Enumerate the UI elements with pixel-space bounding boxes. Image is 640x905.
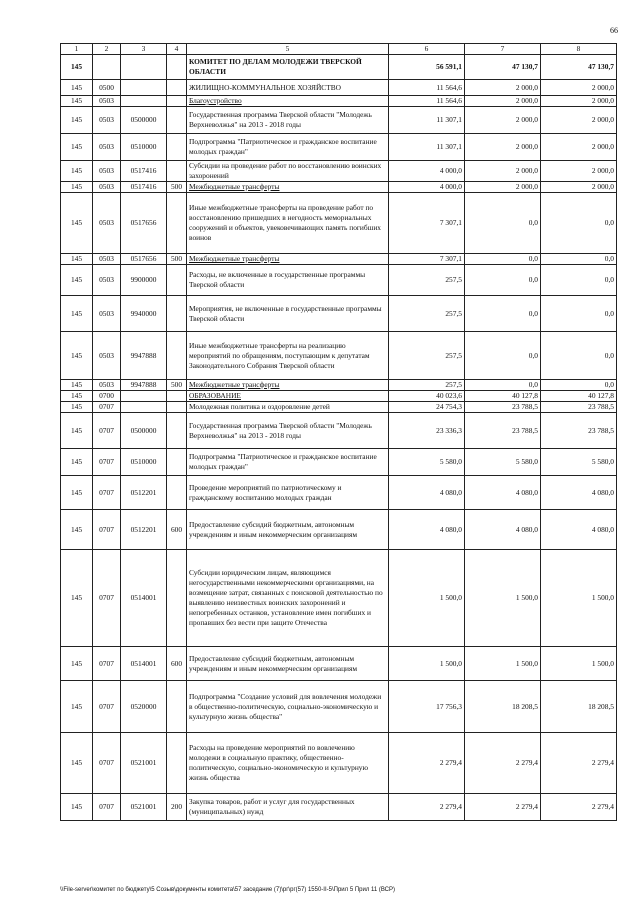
row-amount: 2 000,0	[465, 80, 541, 96]
row-description: Благоустройство	[187, 96, 389, 107]
row-code: 145	[61, 182, 93, 193]
row-amount: 0,0	[465, 193, 541, 254]
row-code: 0707	[93, 647, 121, 681]
row-code: 0500	[93, 80, 121, 96]
row-amount: 11 564,6	[389, 80, 465, 96]
row-code: 0503	[93, 193, 121, 254]
row-amount: 1 500,0	[541, 647, 617, 681]
row-description: Межбюджетные трансферты	[187, 182, 389, 193]
row-code: 0500000	[121, 413, 167, 449]
row-description: Государственная программа Тверской области "Молодежь Верхневолжья" на 2013 - 2018 годы	[187, 413, 389, 449]
row-amount: 0,0	[541, 332, 617, 380]
row-amount: 11 564,6	[389, 96, 465, 107]
row-code: 0500000	[121, 107, 167, 134]
row-amount: 257,5	[389, 296, 465, 332]
row-code: 9947888	[121, 380, 167, 391]
row-code: 145	[61, 681, 93, 733]
table-row	[61, 107, 617, 134]
row-code: 0517656	[121, 254, 167, 265]
column-number: 1	[61, 44, 93, 55]
row-code: 9900000	[121, 265, 167, 296]
page-number: 66	[610, 26, 618, 35]
row-amount: 2 279,4	[389, 733, 465, 794]
budget-table	[60, 43, 617, 821]
row-amount: 18 208,5	[541, 681, 617, 733]
row-code: 0503	[93, 161, 121, 182]
row-code	[121, 391, 167, 402]
row-code: 145	[61, 254, 93, 265]
row-description: Межбюджетные трансферты	[187, 254, 389, 265]
row-code: 145	[61, 733, 93, 794]
table-row	[61, 681, 617, 733]
table-row	[61, 510, 617, 550]
row-code: 145	[61, 476, 93, 510]
table-row	[61, 733, 617, 794]
row-amount: 0,0	[541, 193, 617, 254]
row-description: Иные межбюджетные трансферты на проведение работ по восстановлению пришедших в негодность мемориальных сооружений и объектов, увековечивающих память погибших воинов	[187, 193, 389, 254]
row-code: 145	[61, 510, 93, 550]
row-code	[167, 733, 187, 794]
row-amount: 2 000,0	[465, 107, 541, 134]
row-code	[167, 550, 187, 647]
row-amount: 24 754,3	[389, 402, 465, 413]
row-code: 0503	[93, 254, 121, 265]
row-description: Молодежная политика и оздоровление детей	[187, 402, 389, 413]
row-code: 0707	[93, 550, 121, 647]
row-code: 0503	[93, 107, 121, 134]
column-number: 6	[389, 44, 465, 55]
table-row	[61, 380, 617, 391]
row-code: 0707	[93, 681, 121, 733]
row-code: 0700	[93, 391, 121, 402]
row-description: Иные межбюджетные трансферты на реализацию мероприятий по обращениям, поступающим к депутатам Законодательного Собрания Тверской области	[187, 332, 389, 380]
row-description: КОМИТЕТ ПО ДЕЛАМ МОЛОДЕЖИ ТВЕРСКОЙ ОБЛАСТИ	[187, 55, 389, 80]
row-amount: 1 500,0	[465, 647, 541, 681]
row-code	[121, 96, 167, 107]
table-row	[61, 449, 617, 476]
row-code	[167, 402, 187, 413]
row-description: Закупка товаров, работ и услуг для государственных (муниципальных) нужд	[187, 794, 389, 821]
row-code: 0520000	[121, 681, 167, 733]
row-code: 145	[61, 413, 93, 449]
row-code: 145	[61, 55, 93, 80]
row-code: 500	[167, 380, 187, 391]
table-row	[61, 296, 617, 332]
row-amount: 2 000,0	[465, 182, 541, 193]
row-code: 0707	[93, 794, 121, 821]
row-amount: 0,0	[465, 332, 541, 380]
row-code	[167, 476, 187, 510]
table-row	[61, 254, 617, 265]
row-amount: 11 307,1	[389, 134, 465, 161]
row-code: 500	[167, 182, 187, 193]
row-code: 145	[61, 96, 93, 107]
table-row	[61, 332, 617, 380]
row-code: 145	[61, 107, 93, 134]
row-amount: 2 000,0	[465, 134, 541, 161]
row-code: 0707	[93, 402, 121, 413]
row-code: 145	[61, 794, 93, 821]
row-code: 0510000	[121, 134, 167, 161]
column-number: 5	[187, 44, 389, 55]
row-amount: 23 788,5	[465, 413, 541, 449]
row-code	[167, 296, 187, 332]
row-description: Мероприятия, не включенные в государственные программы Тверской области	[187, 296, 389, 332]
row-amount: 2 279,4	[389, 794, 465, 821]
row-description: ЖИЛИЩНО-КОММУНАЛЬНОЕ ХОЗЯЙСТВО	[187, 80, 389, 96]
table-row	[61, 193, 617, 254]
row-amount: 2 279,4	[541, 794, 617, 821]
row-code: 145	[61, 296, 93, 332]
row-amount: 40 127,8	[541, 391, 617, 402]
row-code	[167, 107, 187, 134]
row-code: 0707	[93, 510, 121, 550]
row-amount: 0,0	[541, 265, 617, 296]
row-code	[167, 332, 187, 380]
row-code: 0517416	[121, 161, 167, 182]
row-amount: 2 279,4	[541, 733, 617, 794]
row-description: Расходы, не включенные в государственные программы Тверской области	[187, 265, 389, 296]
row-code: 9940000	[121, 296, 167, 332]
row-code: 0503	[93, 96, 121, 107]
row-amount: 2 000,0	[465, 96, 541, 107]
row-amount: 18 208,5	[465, 681, 541, 733]
row-amount: 0,0	[541, 254, 617, 265]
row-amount: 1 500,0	[465, 550, 541, 647]
row-amount: 2 000,0	[541, 107, 617, 134]
row-description: Подпрограмма "Патриотическое и гражданское воспитание молодых граждан"	[187, 449, 389, 476]
row-description: Межбюджетные трансферты	[187, 380, 389, 391]
column-number: 8	[541, 44, 617, 55]
row-amount: 257,5	[389, 265, 465, 296]
row-code: 0510000	[121, 449, 167, 476]
row-amount: 0,0	[541, 380, 617, 391]
row-code: 0514001	[121, 550, 167, 647]
row-code	[167, 265, 187, 296]
row-amount: 4 000,0	[389, 161, 465, 182]
row-code: 145	[61, 647, 93, 681]
row-code: 0517416	[121, 182, 167, 193]
row-amount: 1 500,0	[389, 550, 465, 647]
row-code: 600	[167, 510, 187, 550]
row-code: 145	[61, 193, 93, 254]
row-code	[121, 55, 167, 80]
row-code: 0707	[93, 476, 121, 510]
row-amount: 2 279,4	[465, 733, 541, 794]
row-amount: 17 756,3	[389, 681, 465, 733]
row-code: 0503	[93, 265, 121, 296]
row-code	[121, 402, 167, 413]
table-row	[61, 182, 617, 193]
row-amount: 257,5	[389, 332, 465, 380]
row-code: 0503	[93, 182, 121, 193]
row-code	[167, 681, 187, 733]
table-row	[61, 55, 617, 80]
row-code	[167, 55, 187, 80]
row-amount: 23 788,5	[541, 413, 617, 449]
row-amount: 257,5	[389, 380, 465, 391]
row-code: 0503	[93, 380, 121, 391]
row-amount: 11 307,1	[389, 107, 465, 134]
column-number: 7	[465, 44, 541, 55]
row-code: 145	[61, 380, 93, 391]
row-code: 0521001	[121, 733, 167, 794]
row-code	[167, 449, 187, 476]
row-code	[167, 391, 187, 402]
row-code	[121, 80, 167, 96]
column-number: 4	[167, 44, 187, 55]
row-amount: 4 080,0	[465, 476, 541, 510]
row-description: Субсидии юридическим лицам, являющимся негосударственными некоммерческими организациями, на возмещение затрат, связанных с поисковой деятельностью по выявлению неизвестных воинских захоронений и непогребенных останков, установление имен погибших и пропавших без вести при защите Отечества	[187, 550, 389, 647]
row-amount: 4 080,0	[541, 476, 617, 510]
row-amount: 5 580,0	[389, 449, 465, 476]
row-amount: 2 279,4	[465, 794, 541, 821]
table-row	[61, 96, 617, 107]
row-code: 145	[61, 402, 93, 413]
row-code	[167, 134, 187, 161]
row-amount: 23 788,5	[541, 402, 617, 413]
row-code	[167, 80, 187, 96]
row-amount: 23 336,3	[389, 413, 465, 449]
row-amount: 5 580,0	[541, 449, 617, 476]
column-number-row	[61, 44, 617, 55]
column-number: 3	[121, 44, 167, 55]
row-amount: 2 000,0	[541, 134, 617, 161]
row-description: Подпрограмма "Патриотическое и гражданское воспитание молодых граждан"	[187, 134, 389, 161]
row-code: 145	[61, 134, 93, 161]
table-row	[61, 265, 617, 296]
table-row	[61, 550, 617, 647]
row-amount: 0,0	[465, 265, 541, 296]
row-amount: 47 130,7	[465, 55, 541, 80]
row-amount: 1 500,0	[389, 647, 465, 681]
row-code: 600	[167, 647, 187, 681]
row-amount: 0,0	[465, 254, 541, 265]
row-amount: 2 000,0	[541, 182, 617, 193]
row-code: 0503	[93, 296, 121, 332]
table-row	[61, 794, 617, 821]
row-amount: 0,0	[465, 296, 541, 332]
row-description: Субсидии на проведение работ по восстановлению воинских захоронений	[187, 161, 389, 182]
row-amount: 40 023,6	[389, 391, 465, 402]
row-description: Подпрограмма "Создание условий для вовлечения молодежи в общественно-политическую, социально-экономическую и культурную жизнь общества"	[187, 681, 389, 733]
table-row	[61, 647, 617, 681]
row-code: 145	[61, 332, 93, 380]
row-amount: 0,0	[465, 380, 541, 391]
row-amount: 40 127,8	[465, 391, 541, 402]
row-code	[167, 193, 187, 254]
row-code: 0503	[93, 134, 121, 161]
row-code: 200	[167, 794, 187, 821]
row-code: 145	[61, 391, 93, 402]
row-amount: 2 000,0	[541, 96, 617, 107]
row-description: Расходы на проведение мероприятий по вовлечению молодежи в социальную практику, общественно-политическую, социально-экономическую и культурную жизнь общества	[187, 733, 389, 794]
footer-file-path: \\File-server\комитет по бюджету\5 Созыв\документы комитета\57 заседание (7)\рг\рг(57) 1550-II-5\Прил 5 Прил 11 (ВСР)	[60, 887, 396, 893]
table-row	[61, 413, 617, 449]
table-row	[61, 402, 617, 413]
table-row	[61, 80, 617, 96]
row-amount: 56 591,1	[389, 55, 465, 80]
row-amount: 23 788,5	[465, 402, 541, 413]
row-code: 145	[61, 449, 93, 476]
table-row	[61, 134, 617, 161]
table-row	[61, 161, 617, 182]
row-code: 9947888	[121, 332, 167, 380]
row-code: 145	[61, 265, 93, 296]
row-amount: 5 580,0	[465, 449, 541, 476]
row-code: 0512201	[121, 476, 167, 510]
row-amount: 0,0	[541, 296, 617, 332]
row-amount: 4 080,0	[389, 476, 465, 510]
row-code: 500	[167, 254, 187, 265]
row-code: 145	[61, 80, 93, 96]
row-description: Государственная программа Тверской области "Молодежь Верхневолжья" на 2013 - 2018 годы	[187, 107, 389, 134]
row-amount: 4 080,0	[541, 510, 617, 550]
column-number: 2	[93, 44, 121, 55]
row-amount: 2 000,0	[465, 161, 541, 182]
row-code: 0503	[93, 332, 121, 380]
row-description: ОБРАЗОВАНИЕ	[187, 391, 389, 402]
row-code	[167, 96, 187, 107]
row-amount: 7 307,1	[389, 193, 465, 254]
table-row	[61, 476, 617, 510]
row-code: 0707	[93, 449, 121, 476]
row-code: 0517656	[121, 193, 167, 254]
row-code	[93, 55, 121, 80]
row-code: 145	[61, 161, 93, 182]
row-amount: 1 500,0	[541, 550, 617, 647]
row-code: 0514001	[121, 647, 167, 681]
row-amount: 4 080,0	[389, 510, 465, 550]
row-code: 0521001	[121, 794, 167, 821]
row-amount: 4 000,0	[389, 182, 465, 193]
row-amount: 47 130,7	[541, 55, 617, 80]
row-code	[167, 161, 187, 182]
row-amount: 7 307,1	[389, 254, 465, 265]
row-code: 145	[61, 550, 93, 647]
row-amount: 2 000,0	[541, 80, 617, 96]
row-code: 0707	[93, 733, 121, 794]
row-code: 0707	[93, 413, 121, 449]
table-row	[61, 391, 617, 402]
row-code	[167, 413, 187, 449]
row-description: Проведение мероприятий по патриотическому и гражданскому воспитанию молодых граждан	[187, 476, 389, 510]
row-code: 0512201	[121, 510, 167, 550]
row-description: Предоставление субсидий бюджетным, автономным учреждениям и иным некоммерческим организациям	[187, 510, 389, 550]
row-description: Предоставление субсидий бюджетным, автономным учреждениям и иным некоммерческим организациям	[187, 647, 389, 681]
row-amount: 2 000,0	[541, 161, 617, 182]
row-amount: 4 080,0	[465, 510, 541, 550]
